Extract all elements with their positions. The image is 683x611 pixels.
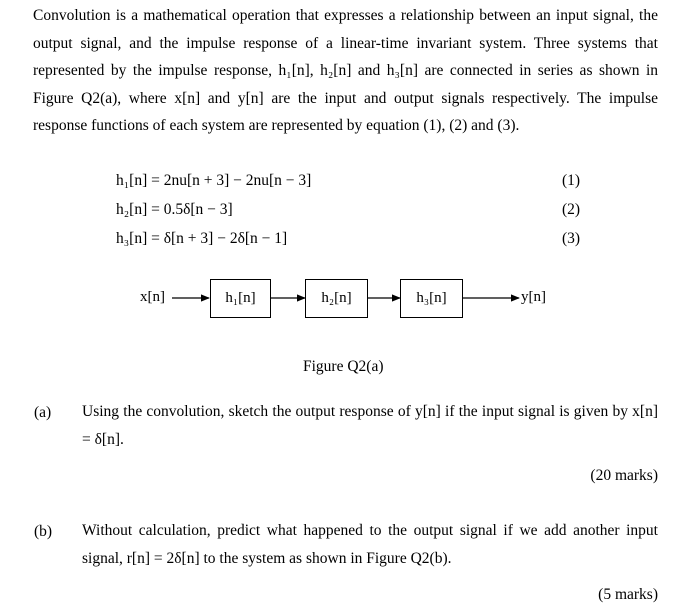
block-h1-label: h₁[n] bbox=[225, 290, 256, 306]
equation-1-number: (1) bbox=[562, 172, 581, 189]
figure-caption: Figure Q2(a) bbox=[303, 358, 384, 375]
question-b-text: Without calculation, predict what happened to the output signal if we add another input signal, r[n] = 2δ[n] to the system as shown in Figure Q2(b). bbox=[82, 522, 658, 567]
question-a-marks: (20 marks) bbox=[590, 467, 658, 484]
block-h1 bbox=[210, 279, 271, 318]
block-h2 bbox=[305, 279, 368, 318]
question-b-label: (b) bbox=[34, 523, 53, 540]
question-a-text: Using the convolution, sketch the output response of y[n] if the input signal is given by x[n] = δ[n]. bbox=[82, 403, 658, 448]
intro-text: Convolution is a mathematical operation that expresses a relationship between an input signal, the output signal, and the impulse response of a linear-time invariant system. Three systems that represented by the impulse response, h₁[n], h₂[n] and h₃[n] are connected in series as shown in Figure Q2(a), where x[n] and y[n] are the input and output signals respectively. The impulse response functions of each system are represented by equation (1), (2) and (3). bbox=[33, 7, 658, 135]
input-label: x[n] bbox=[140, 289, 165, 305]
question-b-marks: (5 marks) bbox=[598, 586, 658, 603]
equation-1: h₁[n] = 2nu[n + 3] − 2nu[n − 3] bbox=[116, 172, 312, 189]
equation-2: h₂[n] = 0.5δ[n − 3] bbox=[116, 201, 233, 218]
block-h3-label: h₃[n] bbox=[416, 290, 447, 306]
equation-3: h₃[n] = δ[n + 3] − 2δ[n − 1] bbox=[116, 230, 288, 247]
equation-3-number: (3) bbox=[562, 230, 581, 247]
output-label: y[n] bbox=[521, 289, 546, 305]
equation-2-number: (2) bbox=[562, 201, 581, 218]
block-h2-label: h₂[n] bbox=[321, 290, 352, 306]
block-h3 bbox=[400, 279, 463, 318]
question-a-label: (a) bbox=[34, 404, 52, 421]
